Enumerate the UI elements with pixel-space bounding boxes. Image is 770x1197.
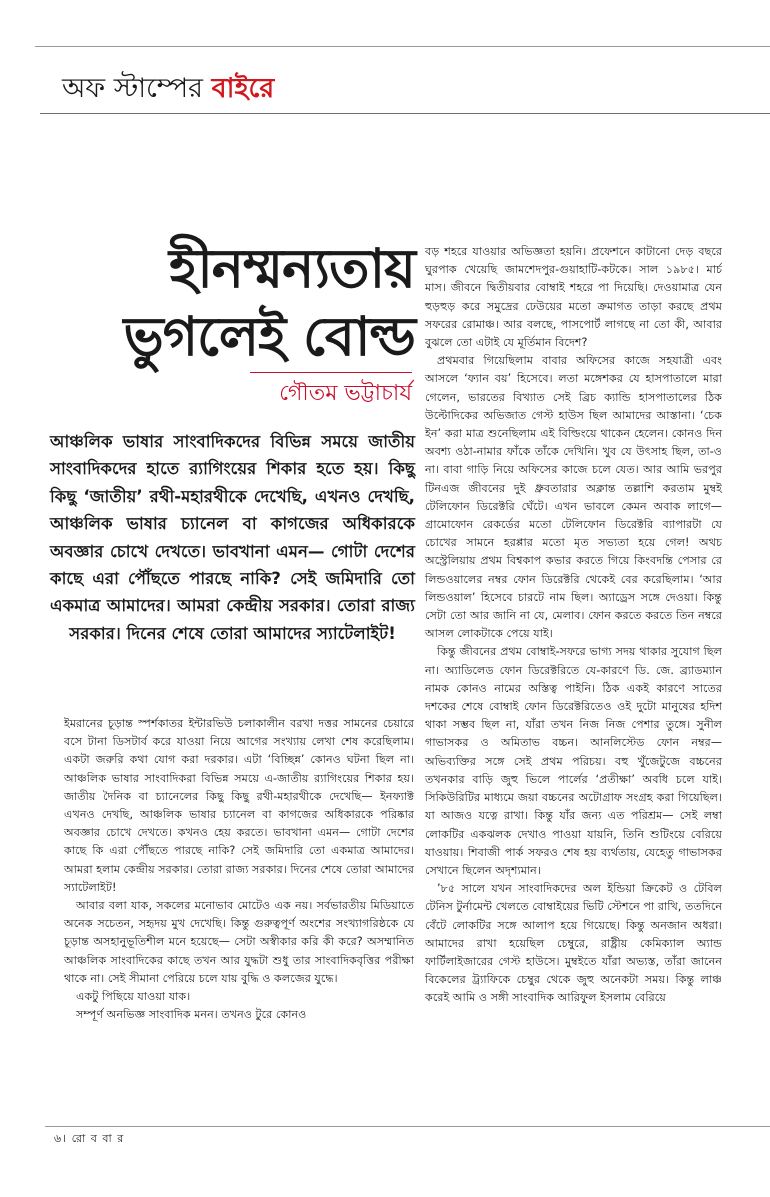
paragraph: ইমরানের চূড়ান্ত স্পর্শকাতর ইন্টারভিউ চলাকালীন বরখা দত্তর সামনের চেয়ারে বসে টানা ডিসটার্ব করে যাওয়া নিয়ে আগের সংখ্যায় লেখা শেষ করেছিলাম। একটা জরুরি কথা যোগ করা দরকার। এটা ‘বিচ্ছিন্ন’ কোনও ঘটনা ছিল না। আঞ্চলিক ভাষার সাংবাদিকরা বিভিন্ন সময়ে এ-জাতীয় র‍্যাগিংয়ের শিকার হয়। জাতীয় দৈনিক বা চ্যানেলের কিছু কিছু রথী-মহারথীকে দেখেছি— ইনফ্যাক্ট এখনও দেখছি, আঞ্চলিক ভাষার চ্যানেল বা কাগজের অধিকারকে পরিষ্কার অবজ্ঞার চোখে দেখতে। কখনও হেয় করতে। ভাবখানা এমন— গোটা দেশের কাছে কি এরা পৌঁছতে পারছে নাকি? সেই জমিদারি তো একমাত্র আমাদের। আমরা হলাম কেন্দ্রীয় সরকার। তোরা রাজ্য সরকার। দিনের শেষে তোরা আমাদের স্যাটেলাইট! xyxy=(64,717,414,894)
author-byline: গৌতম ভট্টাচার্য xyxy=(279,381,412,406)
paragraph: কিন্তু জীবনের প্রথম বোম্বাই-সফরে ভাগ্য সদয় থাকার সুযোগ ছিল না। অ্যাডিলেড ফোন ডিরেক্টরিতে যে-কারণে ডি. জে. ব্র্যাডম্যান নামক কোনও নামের অস্তিত্ব পাইনি। ঠিক একই কারণে সাতের দশকের শেষে বোম্বাই ফোন ডিরেক্টরিতেও ওই দুটো মানুষের হদিশ থাকা সম্ভব ছিল না, যাঁরা তখন নিজ নিজ পেশার তুঙ্গে। সুনীল গাভাসকর ও অমিতাভ বচ্চন। আনলিস্টেড ফোন নম্বর— অভিব্যক্তির সঙ্গে সেই প্রথম পরিচয়। বহু খুঁজেটুজে বচ্চনের তখনকার বাড়ি জুহু ভিলে পার্লের ‘প্রতীক্ষা’ অবধি চলে যাই। সিকিউরিটির মাধ্যমে জয়া বচ্চনের অটোগ্রাফ সংগ্রহ করা গিয়েছিল। যা আজও যত্নে রাখা। কিন্তু যাঁর জন্য এত পরিশ্রম— সেই লম্বা লোকটির একঝলক দেখাও পাওয়া যায়নি, তিনি শুটিংয়ে বেরিয়ে যাওয়ায়। শিবাজী পার্ক সফরও শেষ হয় ব্যর্থতায়, যেহেতু গাভাসকর সেখানে ছিলেন অদৃশ্যমান। xyxy=(425,645,722,877)
lead-paragraph: আঞ্চলিক ভাষার সাংবাদিকদের বিভিন্ন সময়ে জাতীয় সাংবাদিকদের হাতে র‍্যাগিংয়ের শিকার হতে হয়। কিছু কিছু ‘জাতীয়’ রথী-মহারথীকে দেখেছি, এখনও দেখছি, আঞ্চলিক ভাষার চ্যানেল বা কাগজের অধিকারকে অবজ্ঞার চোখে দেখতে। ভাবখানা এমন— গোটা দেশের কাছে এরা পৌঁছতে পারছে নাকি? সেই জমিদারি তো একমাত্র আমাদের। আমরা কেন্দ্রীয় সরকার। তোরা রাজ্য সরকার। দিনের শেষে তোরা আমাদের স্যাটেলাইট! xyxy=(50,432,415,643)
paragraph: সম্পূর্ণ অনভিজ্ঞ সাংবাদিক মনন। তখনও টুরে কোনও xyxy=(76,1008,307,1022)
paragraph: প্রথমবার গিয়েছিলাম বাবার অফিসের কাজে সহযাত্রী এবং আসলে ‘ফ্যান বয়’ হিসেবে। লতা মঙ্গেশকর যে হাসপাতালে মারা গেলেন, ভারতের বিখ্যাত সেই ব্রিচ ক্যান্ডি হাসপাতালের ঠিক উল্টোদিকের অভিজাত গেস্ট হাউস ছিল আমাদের আস্তানা। ‘চেক ইন’ করা মাত্র শুনেছিলাম এই বিল্ডিংয়ে থাকেন হেলেন। কোনও দিন অবশ্য ওঠা-নামার ফাঁকে তাঁকে দেখিনি। খুব যে উৎসাহ ছিল, তা-ও না। বাবা গাড়ি নিয়ে অফিসের কাজে চলে যেত। আর আমি ভরপুর টিনএজ জীবনের দুই ধ্রুবতারার অক্লান্ত তল্লাশি করতাম মুম্বই টেলিফোন ডিরেক্টরি ঘেঁটে। এখন ভাবলে কেমন অবাক লাগে— গ্রামোফোন রেকর্ডের মতো টেলিফোন ডিরেক্টরি ব্যাপারটা যে চোখের সামনে হরপ্পার মতো মৃত সভ্যতা হয়ে গেল! অথচ অস্ট্রেলিয়ায় প্রথম বিশ্বকাপ কভার করতে গিয়ে কিংবদন্তি পেসার রে লিন্ডওয়ালের নম্বর ফোন ডিরেক্টরি থেকেই বের করেছিলাম। ‘আর লিন্ডওয়াল’ হিসেবে চারটে নাম ছিল। অ্যাড্রেস সঙ্গে দেওয়া। কিন্তু সেটা তো আর জানি না যে, মেলাব। ফোন করতে করতে তিন নম্বরে আসল লোকটাকে পেয়ে যাই। xyxy=(425,354,722,641)
page-folio: ৬। রো ব বা র xyxy=(54,1132,125,1145)
paragraph: আবার বলা যাক, সকলের মনোভাব মোটেও এক নয়। সর্বভারতীয় মিডিয়াতে অনেক সচেতন, সহৃদয় মুখ দেখেছি। কিন্তু গুরুত্বপূর্ণ অংশের সংখ্যাগরিষ্ঠকে যে চূড়ান্ত অসহানুভূতিশীল মনে হয়েছে— সেটা অস্বীকার করি কী করে? অসম্মানিত আঞ্চলিক সাংবাদিকের কাছে তখন আর যুদ্ধটা শুধু তার সাংবাদিকবৃত্তির পরীক্ষা থাকে না। সেই সীমানা পেরিয়ে চলে যায় বুদ্ধি ও কলজের যুদ্ধে। xyxy=(64,899,414,985)
paragraph: ’৮৫ সালে যখন সাংবাদিকদের অল ইন্ডিয়া ক্রিকেট ও টেবিল টেনিস টুর্নামেন্ট খেলতে বোম্বাইয়ের ভিটি স্টেশনে পা রাখি, ততদিনে বেঁটে লোকটির সঙ্গে আলাপ হয়ে গিয়েছে। কিন্তু অনজান অধরা। আমাদের রাখা হয়েছিল চেম্বুরে, রাষ্ট্রীয় কেমিক্যাল অ্যান্ড ফার্টিলাইজারের গেস্ট হাউসে। মুম্বইতে যাঁরা অভ্যস্ত, তাঁরা জানেন বিকেলের ট্র্যাফিকে চেম্বুর থেকে জুহু অনেকটা সময়। কিন্তু লাঞ্চ করেই আমি ও সঙ্গী সাংবাদিক আরিফুল ইসলাম বেরিয়ে xyxy=(425,882,722,1005)
section-rule xyxy=(40,113,770,114)
bottom-rule xyxy=(45,1126,770,1127)
headline-line-1: হীনম্মন্যতায় xyxy=(168,237,415,300)
top-rule xyxy=(35,46,770,47)
author-rule xyxy=(250,372,412,373)
paragraph: একটু পিছিয়ে যাওয়া যাক। xyxy=(76,990,191,1004)
left-column xyxy=(64,715,414,1024)
section-title-accent: বাইরে xyxy=(211,73,275,104)
section-title xyxy=(62,72,274,106)
section-title-main: অফ স্টাম্পের xyxy=(62,73,204,104)
right-column xyxy=(425,243,722,1008)
paragraph: বড় শহরে যাওয়ার অভিজ্ঞতা হয়নি। প্রফেশনে কাটানো দেড় বছরে ঘুরপাক খেয়েছি জামশেদপুর-গুয়াহাটি-কটকে। সাল ১৯৮৫। মার্চ মাস। জীবনে দ্বিতীয়বার বোম্বাই শহরে পা দিয়েছি। দেওয়ামাত্র যেন হুড়হুড় করে সমুদ্রের ঢেউয়ের মতো ক্রমাগত তাড়া করছে প্রথম সফরের রোমাঞ্চ। আর বলছে, পাসপোর্ট লাগছে না তো কী, আবার বুঝলে তো এটাই যে মূর্তিমান বিদেশ? xyxy=(425,245,722,350)
headline-line-2: ভুগলেই বোল্ড xyxy=(123,305,415,368)
